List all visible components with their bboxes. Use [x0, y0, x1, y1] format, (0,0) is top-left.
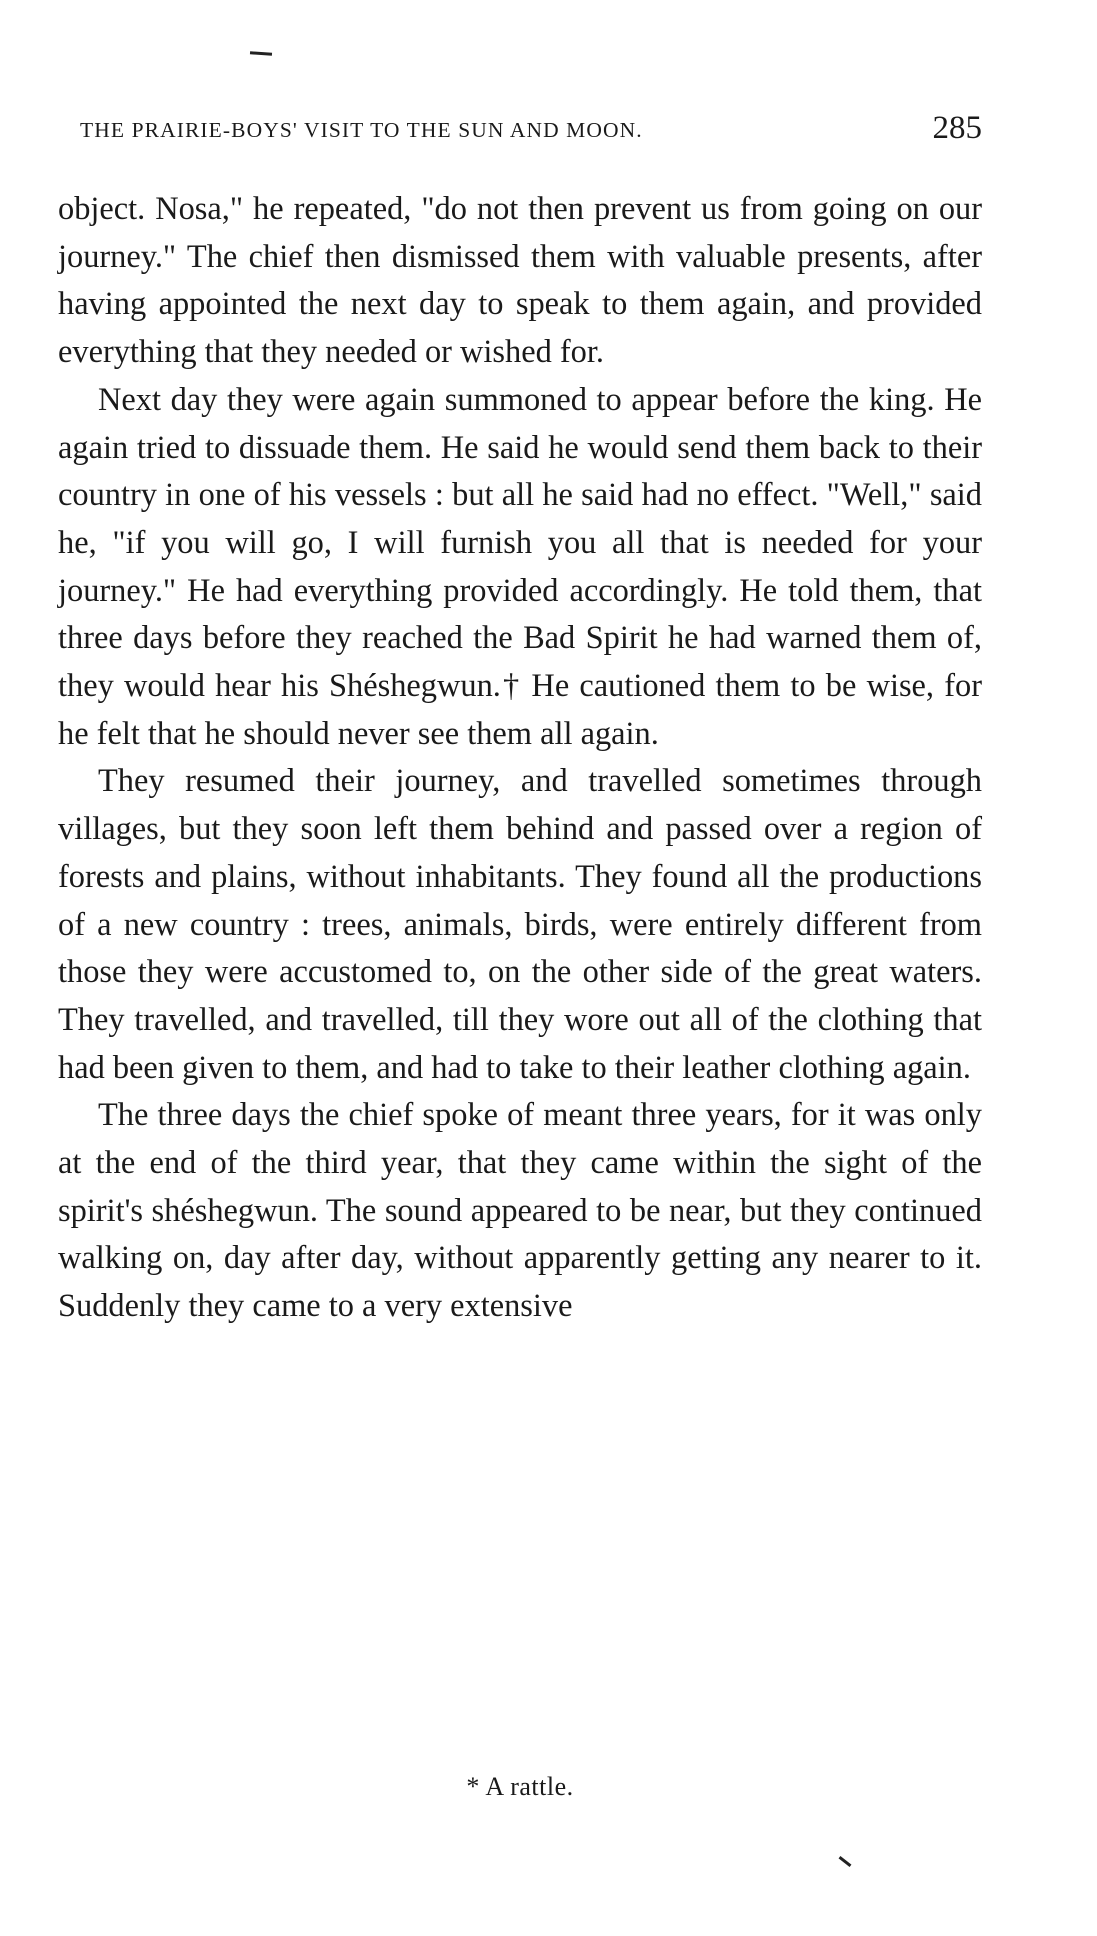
page-number: 285: [932, 110, 982, 146]
stray-mark-top: [250, 51, 272, 56]
paragraph-continued: object. Nosa," he repeated, "do not then prevent us from going on our journey." The chief then dismissed them with valuable presents, after having appointed the next day to speak to them again, and provided everything that they needed or wished for.: [58, 191, 982, 371]
paragraph: Next day they were again summoned to appear before the king. He again tried to dissuade them. He said he would send them back to their country in one of his vessels : but all he said had no effect. "Well," said he, "if you will go, I will furnish you all that is needed for your journey." He had everything provided accordingly. He told them, that three days before they reached the Bad Spirit he had warned them of, they would hear his Shéshegwun.† He cautioned them to be wise, for he felt that he should never see them all again.: [58, 381, 982, 752]
paragraph: The three days the chief spoke of meant three years, for it was only at the end of the third year, that they came within the sight of the spirit's shéshegwun. The sound appeared to be near, but they continued walking on, day after day, without apparently getting any nearer to it. Suddenly they came to a very extensive: [58, 1097, 982, 1325]
stray-mark-bottom: [839, 1856, 852, 1867]
page-header: [58, 108, 982, 148]
paragraph: They resumed their journey, and travelled sometimes through villages, but they soon left them behind and passed over a region of forests and plains, without inhabitants. They found all the productions of a new country : trees, animals, birds, were entirely different from those they were accustomed to, on the other side of the great waters. They travelled, and travelled, till they wore out all of the clothing that had been given to them, and had to take to their leather clothing again.: [58, 763, 982, 1086]
running-head: THE PRAIRIE-BOYS' VISIT TO THE SUN AND MOON.: [80, 118, 643, 142]
body-text: [58, 186, 982, 1331]
footnote: * A rattle.: [466, 1772, 574, 1801]
